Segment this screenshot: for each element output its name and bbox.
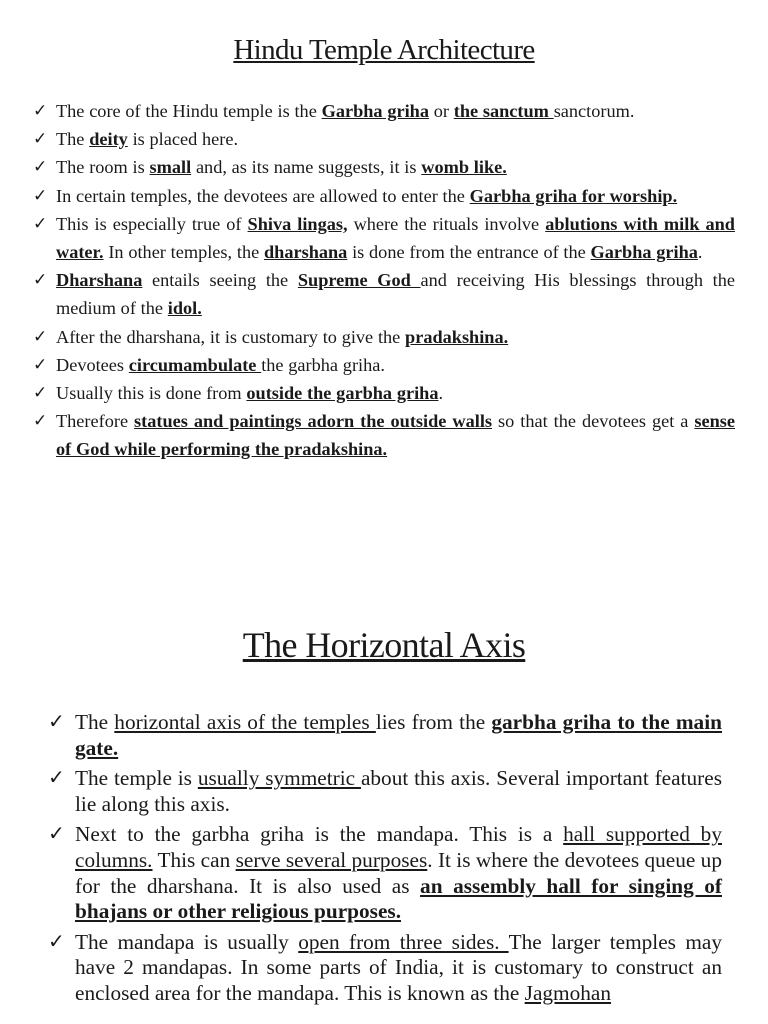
list-item xyxy=(48,822,722,924)
emphasized-text: sense of God while performing the pradakshina. xyxy=(56,411,735,460)
emphasized-text: serve several purposes xyxy=(235,847,428,872)
list-item xyxy=(33,182,735,210)
emphasized-text: open from three sides. xyxy=(298,929,509,954)
emphasized-text: Garbha griha for worship. xyxy=(469,185,678,206)
body-text: so that the devotees get a xyxy=(492,411,695,432)
checkmark-icon: ✓ xyxy=(48,711,65,733)
checkmark-icon: ✓ xyxy=(48,823,65,846)
checkmark-icon: ✓ xyxy=(48,767,65,790)
architecture-bullet-list xyxy=(33,97,735,464)
list-item xyxy=(48,930,722,1007)
checkmark-icon: ✓ xyxy=(33,411,48,431)
body-text: . xyxy=(697,242,703,263)
list-item xyxy=(33,97,735,125)
emphasized-text: circumambulate xyxy=(128,354,262,375)
body-text: The mandapa is usually xyxy=(75,929,299,954)
body-text: Therefore xyxy=(56,411,135,432)
body-text: The core of the Hindu temple is the xyxy=(56,101,322,121)
body-text: This can xyxy=(152,847,236,872)
body-text: entails seeing the xyxy=(142,270,298,291)
list-item xyxy=(33,407,735,463)
emphasized-text: Garbha griha xyxy=(321,101,429,121)
emphasized-text: womb like. xyxy=(421,157,507,178)
body-text: or xyxy=(428,101,454,121)
emphasized-text: usually symmetric xyxy=(197,766,361,791)
list-item xyxy=(48,766,722,817)
emphasized-text: pradakshina. xyxy=(405,326,509,347)
list-item xyxy=(33,153,735,181)
checkmark-icon: ✓ xyxy=(33,129,48,149)
emphasized-text: horizontal axis of the temples xyxy=(114,710,376,734)
body-text: is done from the entrance of the xyxy=(347,242,591,263)
body-text: Next to the garbha griha is the mandapa. This is a xyxy=(75,822,564,847)
body-text: sanctorum. xyxy=(553,101,635,121)
emphasized-text: Garbha griha xyxy=(590,242,698,263)
body-text: The xyxy=(75,710,115,734)
list-item xyxy=(33,351,735,379)
emphasized-text: the sanctum xyxy=(453,101,554,121)
body-text: where the rituals involve xyxy=(347,213,546,234)
body-text: . xyxy=(438,383,444,404)
emphasized-text: Jagmohan xyxy=(524,980,612,1005)
emphasized-text: statues and paintings adorn the outside walls xyxy=(134,411,493,432)
emphasized-text: an assembly hall for singing of bhajans or other religious purposes. xyxy=(75,873,722,924)
body-text: Devotees xyxy=(56,354,129,375)
checkmark-icon: ✓ xyxy=(33,157,48,177)
body-text: . It is where the devotees queue up for the dharshana. It is also used as xyxy=(75,847,722,898)
body-text: The xyxy=(56,129,90,150)
emphasized-text: outside the garbha griha xyxy=(246,383,439,404)
list-item xyxy=(33,323,735,351)
list-item xyxy=(48,710,722,761)
emphasized-text: dharshana xyxy=(263,242,348,263)
body-text: and, as its name suggests, it is xyxy=(191,157,422,178)
body-text: is placed here. xyxy=(127,129,239,150)
body-text: about this axis. Several important features lie along this axis. xyxy=(75,766,722,816)
emphasized-text: ablutions with milk and water. xyxy=(56,213,735,263)
checkmark-icon: ✓ xyxy=(33,213,48,233)
list-item xyxy=(33,266,735,322)
body-text: In certain temples, the devotees are allowed to enter the xyxy=(56,185,470,206)
checkmark-icon: ✓ xyxy=(33,383,48,403)
checkmark-icon: ✓ xyxy=(33,270,48,290)
emphasized-text: Dharshana xyxy=(56,270,143,291)
body-text: The temple is xyxy=(75,766,198,791)
list-item xyxy=(33,125,735,153)
page-title: Hindu Temple Architecture xyxy=(233,34,535,66)
checkmark-icon: ✓ xyxy=(33,185,48,205)
body-text: The larger temples may have 2 mandapas. In some parts of India, it is customary to construct an enclosed area for the mandapa. This is known as the xyxy=(75,929,722,1005)
body-text: and receiving His blessings through the medium of the xyxy=(56,270,736,319)
checkmark-icon: ✓ xyxy=(33,101,48,120)
emphasized-text: idol. xyxy=(167,298,202,319)
list-item xyxy=(33,379,735,407)
body-text: Usually this is done from xyxy=(56,383,247,404)
emphasized-text: garbha griha to the main gate. xyxy=(75,710,722,760)
body-text: In other temples, the xyxy=(103,242,264,263)
checkmark-icon: ✓ xyxy=(48,930,65,953)
section-heading: The Horizontal Axis xyxy=(242,625,526,665)
emphasized-text: hall supported by columns. xyxy=(75,822,722,872)
horizontal-axis-bullet-list xyxy=(48,710,722,1012)
checkmark-icon: ✓ xyxy=(33,326,48,346)
list-item xyxy=(33,210,735,266)
body-text: After the dharshana, it is customary to give the xyxy=(56,326,406,347)
checkmark-icon: ✓ xyxy=(33,354,48,374)
body-text: the garbha griha. xyxy=(261,354,385,375)
emphasized-text: Supreme God xyxy=(297,270,421,291)
emphasized-text: small xyxy=(149,157,192,178)
body-text: The room is xyxy=(56,157,150,178)
body-text: This is especially true of xyxy=(56,213,248,234)
emphasized-text: deity xyxy=(89,129,128,150)
body-text: lies from the xyxy=(375,710,492,734)
emphasized-text: Shiva lingas, xyxy=(247,213,348,234)
